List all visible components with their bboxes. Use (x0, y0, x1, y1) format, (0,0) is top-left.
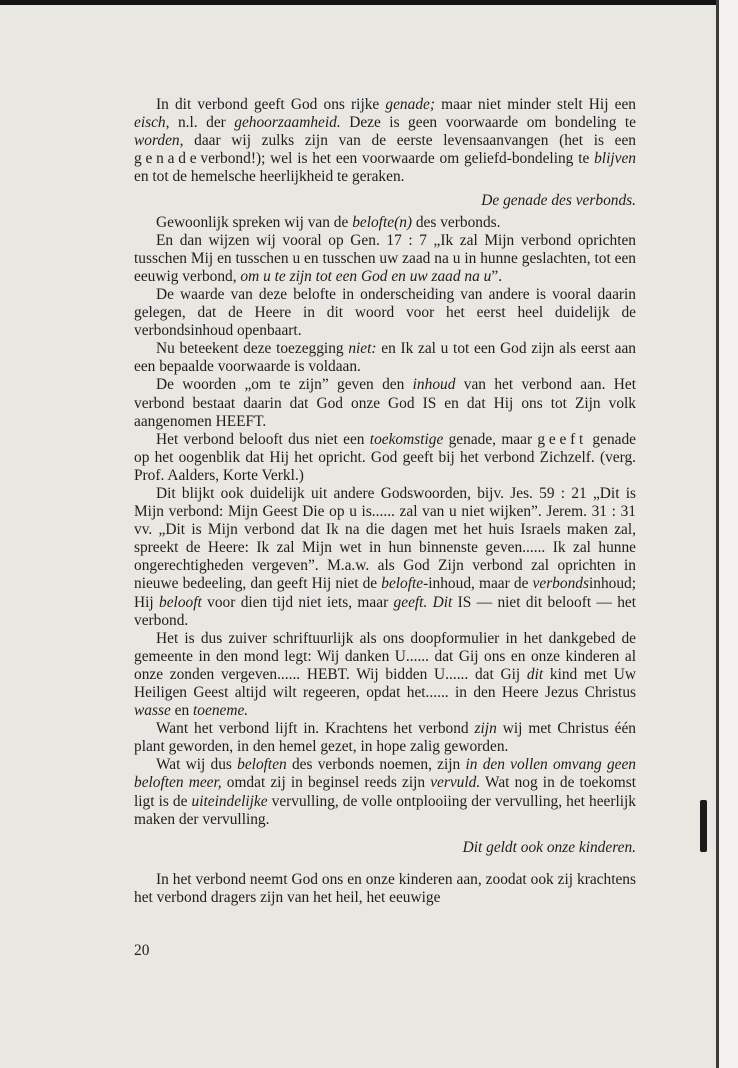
text-run: daar wij zulks zijn van de eerste levensaanvangen (het is een (183, 132, 636, 150)
body-text (134, 96, 636, 907)
italic-run: geeft. Dit (393, 593, 453, 611)
italic-run: belofte (381, 575, 424, 593)
italic-run: eisch, (134, 114, 170, 132)
italic-run: zijn (474, 720, 497, 738)
scan-margin (719, 0, 738, 1068)
text-run: en Ik zal u tot een God zijn als eerst aan een bepaalde voorwaarde is voldaan. (134, 340, 636, 376)
italic-run: De genade des verbonds. (481, 192, 636, 210)
spaced-run: genade (134, 150, 201, 168)
paragraph (134, 214, 636, 232)
text-run: wij met Christus één plant geworden, in den hemel gezet, in hope zalig geworden. (134, 720, 636, 756)
paragraph (134, 756, 636, 828)
italic-run: belofte(n) (352, 213, 413, 231)
paragraph (134, 871, 636, 907)
italic-run: niet: (348, 340, 377, 358)
text-run: voor dien tijd niet iets, maar (201, 593, 394, 611)
text-run: Dit blijkt ook duidelijk uit andere Godswoorden, bijv. Jes. 59 : 21 „Dit is Mijn verbond: Mijn Geest Die op u is...... zal van u niet wijken”. Jerem. 31 : 31 vv. „Dit is Mijn verbond dat Ik na die dagen met het huis Israels maken zal, spreekt de Heere: Ik zal Mijn wet in hun binnenste geven...... Ik zal hunne ongerechtigheden vergeven”. M.a.w. als God Zijn verbond zal oprichten in nieuwe bedeeling, dan geeft Hij niet de (134, 484, 636, 593)
text-run: des verbonds. (412, 213, 501, 231)
text-run: IS — niet dit belooft — het verbond. (134, 593, 636, 629)
page-number: 20 (134, 942, 150, 959)
section-heading (134, 192, 636, 210)
text-run: In het verbond neemt God ons en onze kinderen aan, zoodat ook zij krachtens het verbond dragers zijn van het heil, het eeuwige (134, 870, 636, 906)
text-run: Want het verbond lijft in. Krachtens het verbond (156, 720, 475, 738)
text-run: De woorden „om te zijn” geven den (156, 376, 413, 394)
text-run: omdat zij in beginsel reeds zijn (221, 774, 431, 792)
text-run: genade op het oogenblik dat Hij het opricht. God geeft bij het verbond Zichzelf. (verg. Prof. Aalders, Korte Verkl.) (134, 430, 636, 484)
italic-run: worden, (134, 132, 184, 150)
text-run: De waarde van deze belofte in onderscheiding van andere is vooral daarin gelegen, dat de Heere in dit woord voor het eerst heel duidelijk de verbondsinhoud openbaart. (134, 285, 636, 340)
italic-run: beloften (237, 756, 287, 774)
text-run: Wat wij dus (156, 756, 238, 774)
paragraph (134, 431, 636, 485)
italic-run: uiteindelijke (191, 792, 268, 810)
text-run: -inhoud, maar de (423, 575, 533, 593)
italic-run: inhoud (412, 376, 456, 394)
section-heading (134, 839, 636, 857)
italic-run: in den vollen omvang geen beloften meer, (134, 756, 636, 792)
paragraph (134, 485, 636, 630)
text-run: In dit verbond geeft God ons rijke (156, 96, 386, 113)
text-run: van het verbond aan. Het verbond bestaat daarin dat God onze God IS en dat Hij ons tot Zijn volk aangenomen HEEFT. (134, 376, 636, 430)
text-run: inhoud; Hij (134, 575, 636, 611)
text-run: Deze is geen voorwaarde om bondeling te (340, 114, 636, 132)
italic-run: blijven (594, 150, 636, 168)
text-run: en (170, 702, 194, 720)
paragraph (134, 340, 636, 376)
italic-run: verbonds (532, 575, 589, 593)
page-top-edge (0, 0, 738, 5)
text-run: vervulling, de volle ontplooiing der vervulling, het heerlijk maken der vervulling. (134, 792, 637, 828)
italic-run: vervuld. (430, 774, 481, 792)
bleed-mark (700, 800, 707, 852)
text-run: Het is dus zuiver schriftuurlijk als ons doopformulier in het dankgebed de gemeente in den mond legt: Wij danken U...... dat Gij ons en onze kinderen al onze zonden vergeven...... HEBT. Wij bidden U...... dat Gij (134, 629, 636, 683)
italic-run: toekomstige (369, 430, 444, 448)
paragraph (134, 286, 636, 340)
text-run: Gewoonlijk spreken wij van de (156, 213, 353, 231)
text-run: maar niet minder stelt Hij een (434, 96, 636, 113)
text-run: verbond!); wel is het een voorwaarde om geliefd-bondeling te (200, 150, 595, 168)
italic-run: dit (526, 665, 544, 683)
text-run: Nu beteekent deze toezegging (156, 340, 349, 358)
text-run: ”. (491, 267, 503, 285)
paragraph (134, 720, 636, 756)
text-run: en tot de hemelsche heerlijkheid te geraken. (134, 168, 405, 186)
text-run: En dan wijzen wij vooral op Gen. 17 : 7 „Ik zal Mijn verbond oprichten tusschen Mij en tusschen u en tusschen uw zaad na u in hunne geslachten, tot een eeuwig verbond, (134, 231, 636, 285)
text-run: n.l. der (169, 114, 235, 132)
text-run: Het verbond belooft dus niet een (156, 430, 370, 448)
italic-run: belooft (159, 593, 202, 611)
italic-run: om u te zijn tot een God en uw zaad na u (240, 267, 492, 285)
paragraph (134, 232, 636, 286)
italic-run: Dit geldt ook onze kinderen. (462, 838, 636, 856)
paragraph (134, 630, 636, 720)
text-run: Wat nog in de toekomst ligt is de (134, 774, 636, 810)
text-run: genade, maar (443, 430, 538, 448)
paragraph (134, 376, 636, 430)
text-run: kind met Uw Heiligen Geest altijd wilt regeeren, opdat het...... in den Heere Jezus Christus (134, 665, 636, 701)
text-run: des verbonds noemen, zijn (286, 756, 466, 774)
italic-run: toeneme. (193, 702, 249, 720)
spaced-run: geeft (537, 430, 588, 448)
italic-run: wasse (134, 702, 171, 720)
paragraph (134, 96, 636, 186)
italic-run: genade; (385, 96, 435, 113)
italic-run: gehoorzaamheid. (234, 114, 341, 132)
